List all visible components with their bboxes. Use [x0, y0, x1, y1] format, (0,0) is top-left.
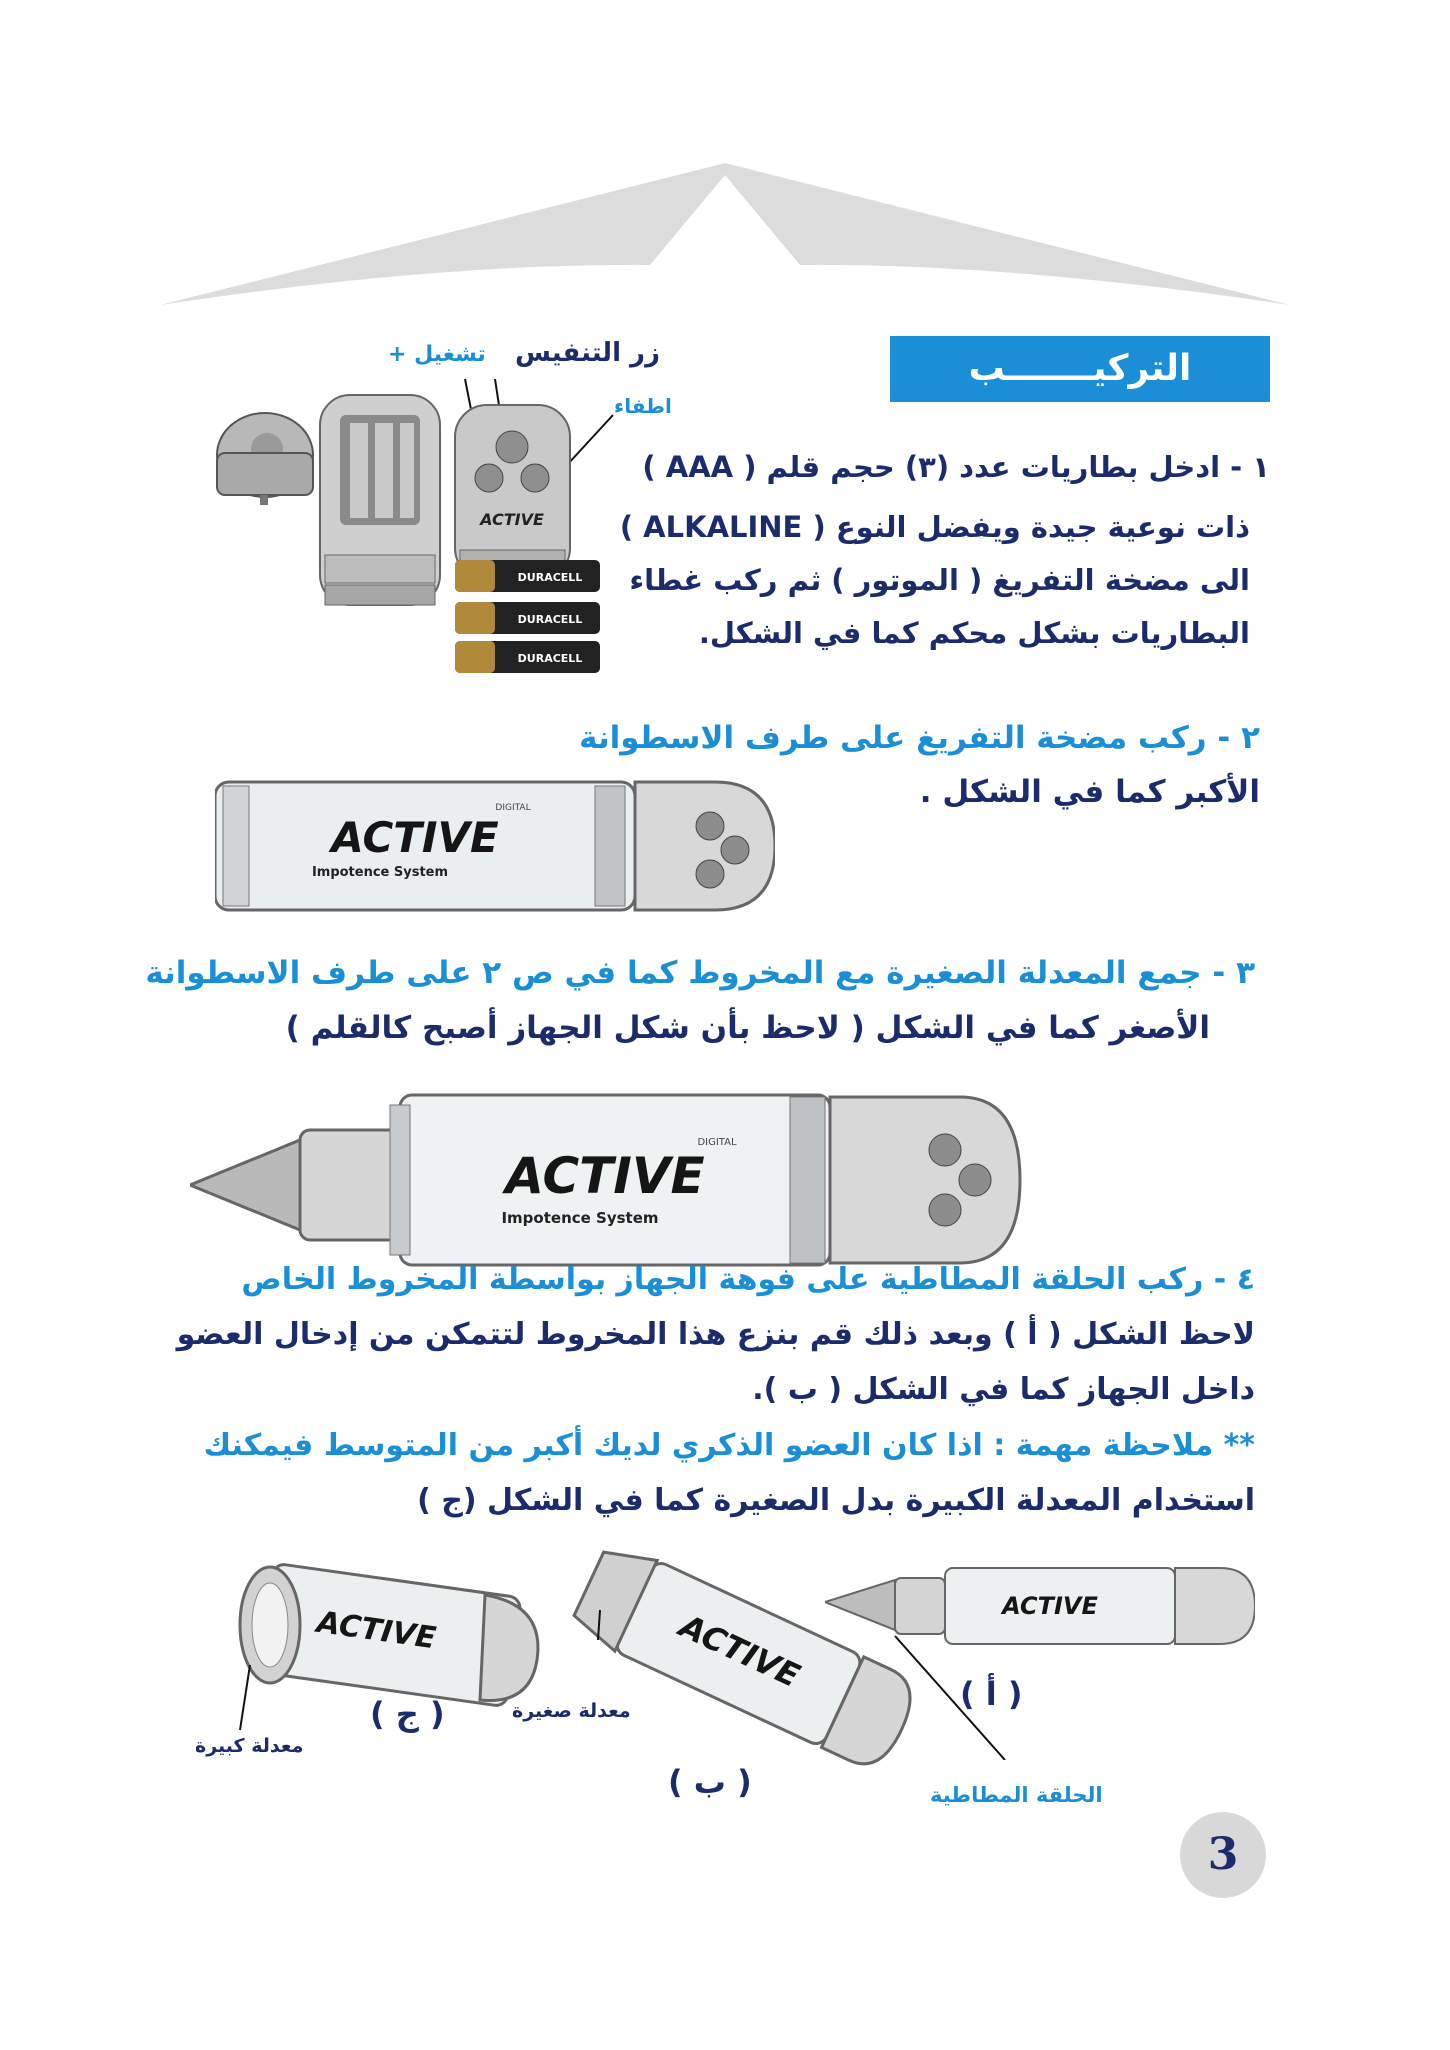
step-4-line-1: ٤ - ركب الحلقة المطاطية على فوهة الجهاز بواسطة المخروط الخاص — [241, 1262, 1255, 1297]
battery-3-label: DURACELL — [517, 652, 583, 665]
section-heading: التركيـــــــب — [890, 336, 1270, 402]
label-fig-b: ( ب ) — [668, 1763, 752, 1801]
step-1-line-1: ١ - ادخل بطاريات عدد (٣) حجم قلم ( AAA ) — [642, 450, 1270, 484]
figure-pen-shaped-device — [190, 1085, 1030, 1275]
battery-install-illustration — [205, 365, 650, 675]
step-2-line-2: الأكبر كما في الشكل . — [919, 774, 1260, 810]
cylinder-subtitle-text: Impotence System — [311, 865, 449, 880]
fig-b-brand-text: ACTIVE — [673, 1606, 806, 1696]
label-power-on: + تشغيل — [388, 342, 486, 367]
decorative-header-arc — [150, 155, 1300, 315]
step-3-line-2: الأصغر كما في الشكل ( لاحظ بأن شكل الجهاز أصبح كالقلم ) — [285, 1010, 1210, 1046]
label-fig-c: ( ج ) — [370, 1695, 445, 1733]
step-4-line-2: لاحظ الشكل ( أ ) وبعد ذلك قم بنزع هذا المخروط لتتمكن من إدخال العضو — [176, 1317, 1255, 1352]
step-1-line-3: الى مضخة التفريغ ( الموتور ) ثم ركب غطاء — [629, 563, 1250, 597]
fig-a-brand-text: ACTIVE — [1002, 1592, 1098, 1620]
figure-cylinder-with-pump — [215, 770, 775, 925]
note-line-2: استخدام المعدلة الكبيرة بدل الصغيرة كما في الشكل (ج ) — [417, 1483, 1255, 1518]
battery-1-label: DURACELL — [517, 571, 583, 584]
step-1-line-4: البطاريات بشكل محكم كما في الشكل. — [698, 616, 1250, 650]
label-fig-a: ( أ ) — [960, 1675, 1023, 1713]
pen-brand-text: ACTIVE — [505, 1147, 705, 1205]
label-large-adapter: معدلة كبيرة — [195, 1735, 304, 1757]
cylinder-brand-text: ACTIVE — [331, 813, 499, 862]
step-4-line-3: داخل الجهاز كما في الشكل ( ب ). — [752, 1372, 1255, 1407]
pen-subtitle-text: Impotence System — [501, 1209, 659, 1227]
label-rubber-ring: الحلقة المطاطية — [930, 1783, 1103, 1807]
note-line-1: ** ملاحظة مهمة : اذا كان العضو الذكري لديك أكبر من المتوسط فيمكنك — [203, 1428, 1255, 1463]
battery-2-label: DURACELL — [517, 613, 583, 626]
label-power-off: اطفاء — [614, 394, 672, 418]
cylinder-digital-text: DIGITAL — [495, 803, 531, 813]
page-number: 3 — [1180, 1812, 1266, 1898]
step-3-line-1: ٣ - جمع المعدلة الصغيرة مع المخروط كما في ص ٢ على طرف الاسطوانة — [145, 955, 1255, 991]
step-1-line-2: ذات نوعية جيدة ويفضل النوع ( ALKALINE ) — [619, 510, 1250, 544]
pen-digital-text: DIGITAL — [697, 1137, 737, 1148]
figure-a-rubber-ring — [825, 1560, 1255, 1760]
label-small-adapter: معدلة صغيرة — [512, 1700, 631, 1722]
label-breathe-button: زر التنفيس — [515, 338, 660, 368]
fig-c-brand-text: ACTIVE — [314, 1604, 439, 1657]
step-2-line-1: ٢ - ركب مضخة التفريغ على طرف الاسطوانة — [579, 720, 1260, 756]
pump-brand-text: ACTIVE — [480, 510, 544, 529]
